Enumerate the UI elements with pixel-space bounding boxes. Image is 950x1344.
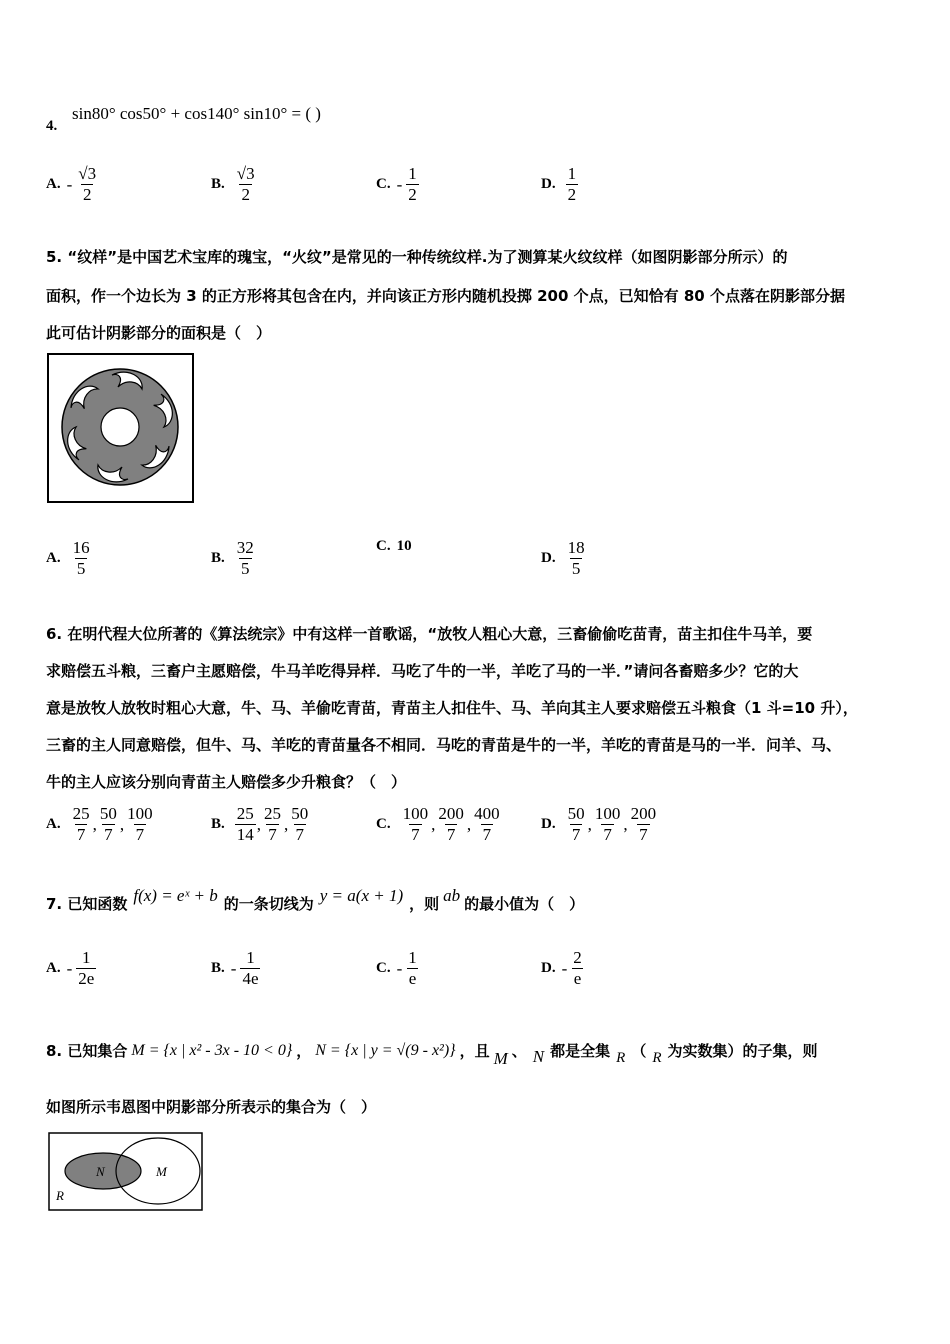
q8-line2: 如图所示韦恩图中阴影部分所表示的集合为（ ）: [46, 1098, 377, 1116]
q4-option-a-label: A.: [46, 176, 61, 192]
q4-option-a-denominator: 2: [82, 185, 92, 204]
q5-line3: 此可估计阴影部分的面积是（ ）: [46, 324, 272, 342]
q6-option-b-1-numerator: 25: [264, 804, 282, 823]
q4-option-b-label: B.: [211, 176, 225, 192]
q7-option-b-label: B.: [211, 960, 225, 976]
q6-option-d-2-fraction: [629, 804, 659, 845]
q6-option-c-2-fraction: [472, 804, 502, 845]
q6-option-c: [376, 804, 502, 845]
q5-line2: 面积，作一个边长为 3 的正方形将其包含在内，并向该正方形内随机投掷 200 个点，已知恰有 80 个点落在阴影部分据: [46, 287, 845, 305]
q6-option-b-2-numerator: 50: [291, 804, 309, 823]
q8-n: N: [532, 1046, 545, 1066]
q8-stem: [46, 1040, 818, 1068]
q4-option-d-numerator: 1: [567, 164, 577, 183]
q4-option-d-label: D.: [541, 176, 556, 192]
q6-option-c-comma: ,: [431, 814, 436, 834]
q6-option-c-2-numerator: 400: [474, 804, 500, 823]
q7-option-c-numerator: 1: [408, 948, 417, 967]
q6-option-b-0-denominator: 14: [236, 825, 254, 844]
q5-option-b-label: B.: [211, 550, 225, 566]
q8-mid: 都是全集: [550, 1042, 611, 1060]
q7-tangent: y = a(x + 1): [319, 885, 404, 905]
q6-option-a-0-denominator: 7: [76, 825, 86, 844]
q6-option-d-1-fraction: [593, 804, 623, 845]
q7-option-d-fraction: [571, 948, 584, 989]
q5-option-a-fraction: [71, 538, 92, 579]
q6-option-d-comma: ,: [623, 814, 628, 834]
q6-line5: 牛的主人应该分别向青苗主人赔偿多少升粮食？（ ）: [46, 773, 407, 791]
q4-option-c-numerator: 1: [408, 164, 417, 183]
q7-mid2: ，则: [409, 895, 440, 913]
q6-line3: 意是放牧人放牧时粗心大意，牛、马、羊偷吃青苗，青苗主人扣住牛、马、羊向其主人要求赔偿五斗粮食（1 斗=10 升），: [46, 699, 858, 717]
q5-option-b-denominator: 5: [241, 559, 250, 578]
q7-option-b-numerator: 1: [246, 948, 255, 967]
q6-option-b-label: B.: [211, 816, 225, 832]
q8-tail: 为实数集）的子集，则: [667, 1042, 818, 1060]
q6-option-d-2-denominator: 7: [639, 825, 648, 844]
venn-label-n: N: [96, 1164, 105, 1179]
q6-option-c-2-denominator: 7: [482, 825, 492, 844]
q6-option-a-0-numerator: 25: [72, 804, 90, 823]
q7-suffix: 的最小值为（ ）: [464, 895, 585, 913]
q8-qie: ，且: [459, 1042, 490, 1060]
q8-prefix: 8. 已知集合: [46, 1042, 128, 1060]
q7-option-a-sign: -: [66, 958, 73, 978]
q8-set-m: M = {x | x² - 3x - 10 < 0}: [131, 1041, 293, 1059]
q5-option-d: [541, 538, 587, 579]
q4-expression: sin80° cos50° + cos140° sin10° = ( ): [72, 104, 321, 123]
q6-option-a-1-numerator: 50: [99, 804, 117, 823]
q6-option-b-2-denominator: 7: [295, 825, 305, 844]
q6-line2: 求赔偿五斗粮，三畜户主愿赔偿，牛马羊吃得异样．马吃了牛的一半，羊吃了马的一半．”请问各畜赔多少？它的大: [46, 662, 799, 680]
q7-option-d-label: D.: [541, 960, 556, 976]
q4-number: 4.: [46, 118, 58, 134]
q7-prefix: 7. 已知函数: [46, 895, 128, 913]
q6-option-c-0-fraction: [401, 804, 431, 845]
q6-option-a: [46, 804, 155, 845]
q5-option-d-fraction: [566, 538, 587, 579]
q5-option-c: [376, 538, 412, 555]
q7-option-c-fraction: [406, 948, 419, 989]
q5-option-a: [46, 538, 92, 579]
q4-option-a-sign: -: [66, 174, 73, 194]
q6-option-d-0-fraction: [566, 804, 587, 845]
q7-option-b-fraction: [240, 948, 260, 989]
q7-option-b: [211, 948, 260, 989]
q8-paren: （: [631, 1042, 647, 1060]
q5-option-a-denominator: 5: [76, 559, 86, 578]
q8-set-n: N = {x | y = √(9 - x²)}: [315, 1041, 456, 1059]
q4-option-a: [46, 164, 98, 205]
q6-option-b-0-numerator: 25: [236, 804, 254, 823]
q5-option-b-fraction: [235, 538, 256, 579]
q4-option-b-numerator: √3: [236, 164, 255, 183]
q6-option-a-comma: ,: [92, 814, 97, 834]
q8-dun: 、: [511, 1042, 527, 1060]
q7-option-c-sign: -: [396, 958, 403, 978]
q7-option-b-denominator: 4e: [242, 969, 259, 988]
q5-option-b-numerator: 32: [236, 538, 254, 557]
q6-line1: 6. 在明代程大位所著的《算法统宗》中有这样一首歌谣，“放牧人粗心大意，三畜偷偷吃苗青，苗主扣住牛马羊，要: [46, 625, 813, 643]
q6-option-d-label: D.: [541, 816, 556, 832]
q7-option-c: [376, 948, 419, 989]
q6-line4: 三畜的主人同意赔偿，但牛、马、羊吃的青苗量各不相同．马吃的青苗是牛的一半，羊吃的青苗是马的一半．问羊、马、: [46, 736, 842, 754]
q6-option-c-1-denominator: 7: [446, 825, 456, 844]
q6-option-b: [211, 804, 310, 845]
q8-r: R: [616, 1050, 626, 1066]
q6-option-b-2-fraction: [289, 804, 310, 845]
q6-option-a-comma: ,: [119, 814, 125, 834]
q6-option-a-2-numerator: 100: [127, 804, 153, 823]
q6-option-c-0-denominator: 7: [411, 825, 420, 844]
q5-option-a-label: A.: [46, 550, 61, 566]
q7-option-d-numerator: 2: [573, 948, 582, 967]
q6-option-b-1-fraction: [262, 804, 283, 845]
q6-option-c-comma: ,: [466, 814, 472, 834]
q6-option-a-2-denominator: 7: [135, 825, 145, 844]
q4-option-c-fraction: [406, 164, 419, 205]
q6-option-c-1-fraction: [436, 804, 466, 845]
q7-option-a-fraction: [76, 948, 96, 989]
q6-option-a-0-fraction: [71, 804, 92, 845]
q4-option-d: [541, 164, 578, 205]
q7-option-d-sign: -: [561, 958, 568, 978]
q6-option-c-1-numerator: 200: [438, 804, 464, 823]
q6-option-a-1-fraction: [98, 804, 119, 845]
venn-label-m: M: [156, 1164, 167, 1179]
q6-option-b-0-fraction: [235, 804, 256, 845]
q4-option-d-fraction: [566, 164, 579, 205]
center-hole: [101, 408, 139, 446]
q5-option-d-numerator: 18: [567, 538, 585, 557]
fire-pattern-figure: [47, 353, 194, 503]
q6-option-b-comma: ,: [256, 814, 262, 834]
q7-option-a-label: A.: [46, 960, 61, 976]
q6-option-b-comma: ,: [284, 814, 289, 834]
q7-option-c-denominator: e: [408, 969, 417, 988]
q4-option-d-denominator: 2: [567, 185, 577, 204]
q4-option-b-fraction: [235, 164, 257, 205]
venn-diagram: [48, 1132, 204, 1212]
q6-option-d-1-denominator: 7: [603, 825, 612, 844]
q4-option-c-label: C.: [376, 176, 391, 192]
q6-option-d: [541, 804, 658, 845]
q6-option-d-2-numerator: 200: [630, 804, 657, 823]
q8-m: M: [493, 1048, 508, 1068]
q6-option-d-0-numerator: 50: [567, 804, 585, 823]
q6-option-a-label: A.: [46, 816, 61, 832]
q5-option-c-value: 10: [396, 538, 412, 554]
q7-option-d-denominator: e: [573, 969, 582, 988]
q7-option-a-denominator: 2e: [78, 969, 95, 988]
q4-option-a-fraction: [76, 164, 98, 205]
q4-option-b-denominator: 2: [241, 185, 250, 204]
q5-option-d-denominator: 5: [571, 559, 581, 578]
q7-option-b-sign: -: [230, 958, 237, 978]
q7-option-c-label: C.: [376, 960, 391, 976]
q7-option-a: [46, 948, 96, 989]
q7-ab: ab: [443, 885, 461, 905]
q5-line1: 5. “纹样”是中国艺术宝库的瑰宝，“火纹”是常见的一种传统纹样.为了测算某火纹纹样（如图阴影部分所示）的: [46, 248, 788, 266]
q5-option-c-label: C.: [376, 538, 391, 554]
q6-option-c-label: C.: [376, 816, 391, 832]
q4-option-c-denominator: 2: [408, 185, 417, 204]
q6-option-a-2-fraction: [125, 804, 155, 845]
q4-option-b: [211, 164, 257, 205]
q7-option-d: [541, 948, 584, 989]
q7-option-a-numerator: 1: [82, 948, 91, 967]
q5-option-d-label: D.: [541, 550, 556, 566]
q6-option-b-1-denominator: 7: [268, 825, 277, 844]
q8-sep: ，: [296, 1042, 312, 1060]
q5-option-a-numerator: 16: [72, 538, 90, 557]
q4-option-c-sign: -: [396, 174, 403, 194]
venn-label-r: R: [56, 1188, 64, 1203]
q6-option-c-0-numerator: 100: [402, 804, 429, 823]
q6-option-d-0-denominator: 7: [571, 825, 581, 844]
q6-option-a-1-denominator: 7: [104, 825, 113, 844]
q8-r2: R: [652, 1050, 662, 1066]
q7-stem: [46, 885, 585, 914]
q6-option-d-comma: ,: [587, 814, 592, 834]
q5-option-b: [211, 538, 256, 579]
q4-option-a-numerator: √3: [78, 164, 97, 183]
q4-option-c: [376, 164, 419, 205]
q7-mid: 的一条切线为: [223, 895, 314, 913]
q6-option-d-1-numerator: 100: [594, 804, 621, 823]
q7-func: f(x) = eˣ + b: [133, 885, 218, 905]
